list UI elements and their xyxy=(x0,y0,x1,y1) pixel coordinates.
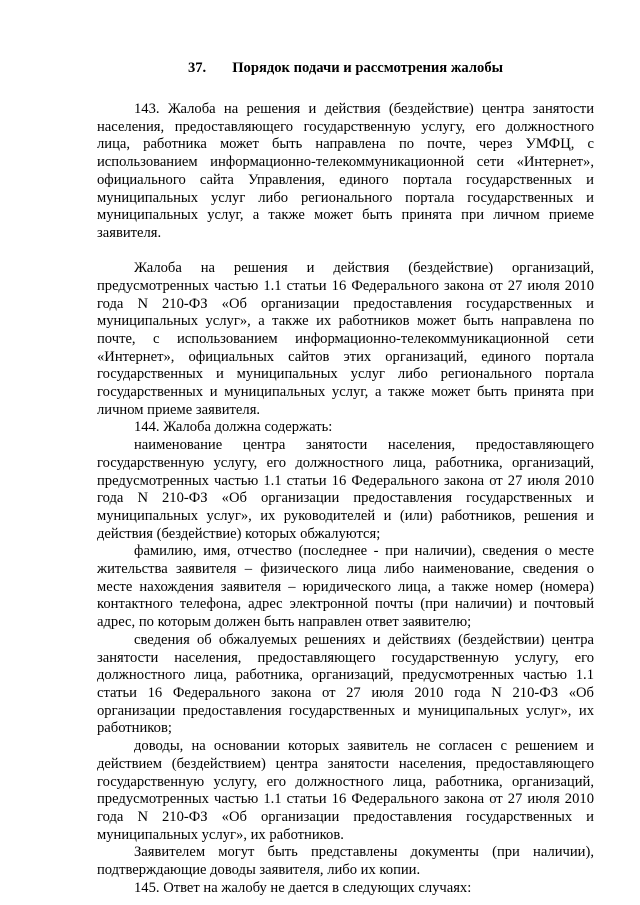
section-number: 37. xyxy=(187,60,207,76)
section-heading xyxy=(97,58,594,78)
paragraph-144: 144. Жалоба должна содержать: xyxy=(134,419,333,436)
section-title: Порядок подачи и рассмотрения жалобы xyxy=(232,60,504,76)
paragraph-145: 145. Ответ на жалобу не дается в следующих случаях: xyxy=(134,879,472,896)
paragraph-organizations-complaint: Жалоба на решения и действия (бездействие) организаций, предусмотренных частью 1.1 статьи 16 Федерального закона от 27 июля 2010 года N 210-ФЗ «Об организации предоставления государственных и муниципальных услуг», а также их работников может быть направлена по почте, с использованием информационно-телекоммуникационной сети «Интернет», официальных сайтов этих организаций, единого портала государственных и муниципальных услуг либо регионального портала государственных и муниципальных услуг, а также может быть принята при личном приеме заявителя. xyxy=(97,260,594,418)
paragraph-143: 143. Жалоба на решения и действия (бездействие) центра занятости населения, предоставляющего государственную услугу, его должностного лица, работника может быть направлена по почте, через УМФЦ, с использованием информационно-телекоммуникационной сети «Интернет», официального сайта Управления, единого портала государственных и муниципальных услуг либо регионального портала государственных и муниципальных услуг, а также может быть принята при личном приеме заявителя. xyxy=(97,101,594,241)
document-page xyxy=(97,58,594,897)
paragraph-requirement-name: наименование центра занятости населения, предоставляющего государственную услугу, его должностного лица, работника, организаций, предусмотренных частью 1.1 статьи 16 Федерального закона от 27 июля 2010 года N 210-ФЗ «Об организации предоставления государственных и муниципальных услуг», их руководителей и (или) работников, решения и действия (бездействие) которых обжалуются; xyxy=(97,437,594,542)
paragraph-requirement-applicant: фамилию, имя, отчество (последнее - при наличии), сведения о месте жительства заявителя – физического лица либо наименование, сведения о месте нахождения заявителя – юридического лица, а также номер (номера) контактного телефона, адрес электронной почты (при наличии) и почтовый адрес, по которым должен быть направлен ответ заявителю; xyxy=(97,543,594,631)
paragraph-documents: Заявителем могут быть представлены документы (при наличии), подтверждающие доводы заявителя, либо их копии. xyxy=(97,844,594,879)
paragraph-gap xyxy=(97,243,594,261)
paragraph-requirement-arguments: доводы, на основании которых заявитель не согласен с решением и действием (бездействием) центра занятости населения, предоставляющего государственную услугу, его должностного лица, работника, организаций, предусмотренных частью 1.1 статьи 16 Федерального закона от 27 июля 2010 года N 210-ФЗ «Об организации предоставления государственных и муниципальных услуг», их работников. xyxy=(97,738,594,843)
paragraph-requirement-decisions: сведения об обжалуемых решениях и действиях (бездействии) центра занятости населения, предоставляющего государственную услугу, его должностного лица, работника, организаций, предусмотренных частью 1.1 статьи 16 Федерального закона от 27 июля 2010 года N 210-ФЗ «Об организации предоставления государственных и муниципальных услуг», их работников; xyxy=(97,631,594,737)
